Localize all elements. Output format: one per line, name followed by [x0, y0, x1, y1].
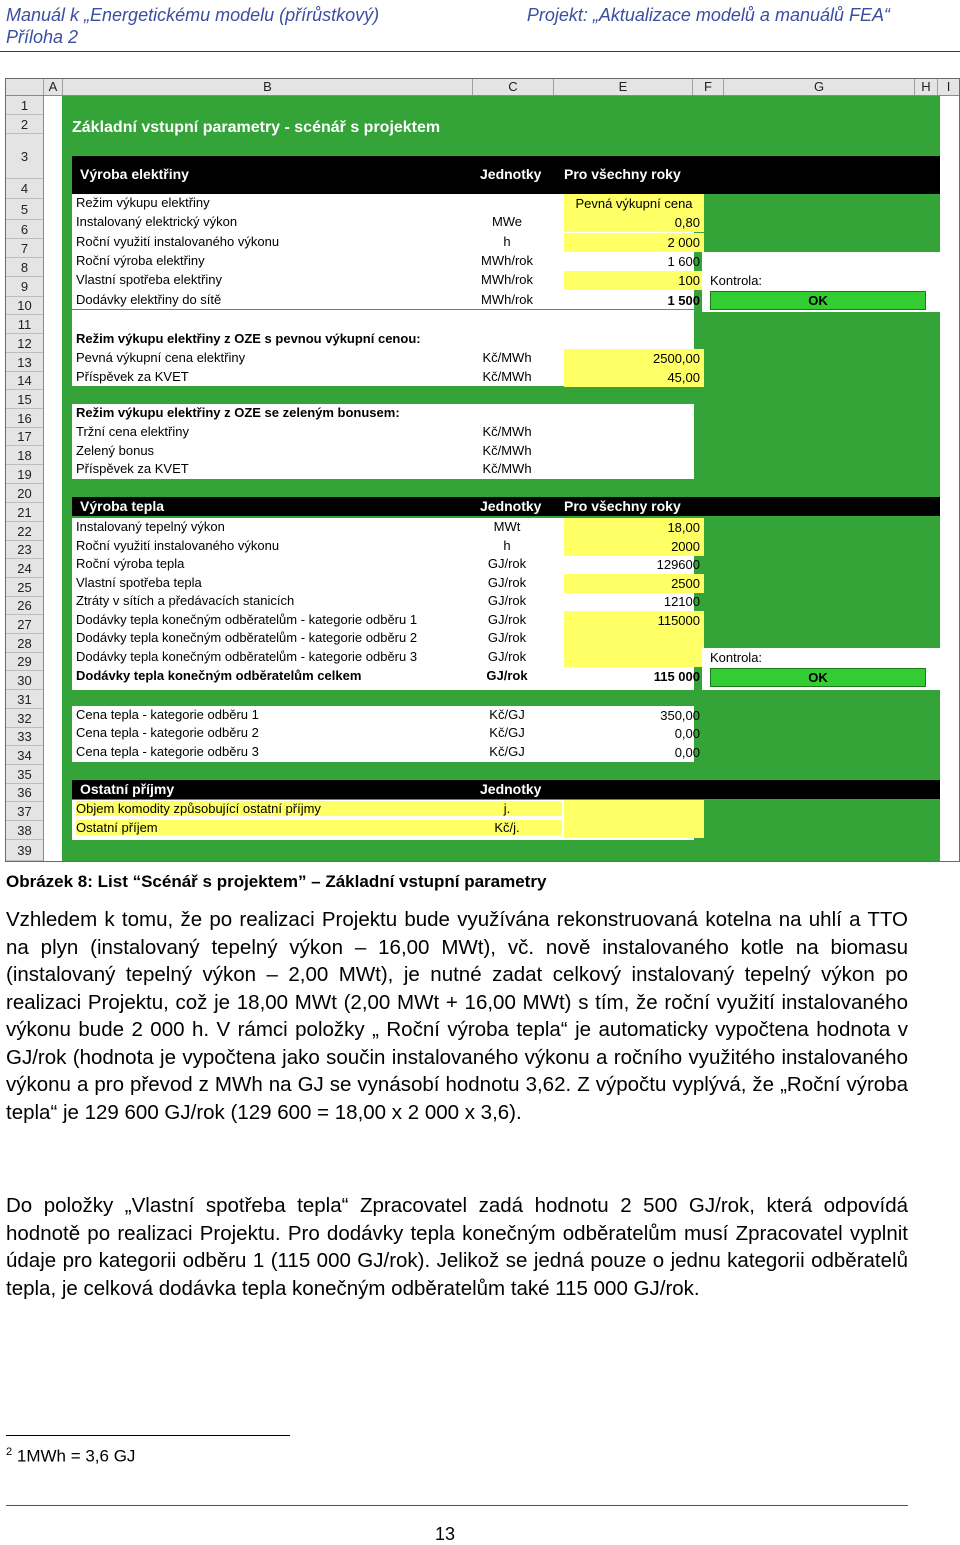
row-label: Zelený bonus — [76, 443, 155, 458]
input-cell[interactable]: 2500,00 — [564, 349, 704, 368]
row-number: 30 — [6, 671, 43, 690]
row-number: 14 — [6, 372, 43, 390]
footer-rule — [6, 1505, 908, 1506]
row-number: 25 — [6, 578, 43, 597]
row-unit: Kč/j. — [452, 820, 562, 835]
row-label: Cena tepla - kategorie odběru 3 — [76, 744, 259, 759]
row-label: Dodávky elektřiny do sítě — [76, 292, 222, 307]
row-divider — [72, 309, 694, 310]
row-label: Ztráty v sítích a předávacích stanicích — [76, 593, 295, 608]
column-header-bar — [6, 79, 959, 96]
row-number: 15 — [6, 390, 43, 409]
table-row — [72, 629, 694, 648]
input-cell[interactable]: 0,00 — [674, 745, 700, 760]
section-header-other-income — [72, 780, 940, 799]
table-row — [72, 611, 700, 630]
table-row — [72, 194, 694, 213]
check-label: Kontrola: — [710, 273, 763, 288]
column-header: I — [938, 79, 960, 95]
row-number: 19 — [6, 465, 43, 484]
row-number: 38 — [6, 821, 43, 840]
section-heading: Režim výkupu elektřiny z OZE se zeleným bonusem: — [76, 405, 400, 420]
row-number: 12 — [6, 334, 43, 353]
row-unit: MWt — [493, 519, 521, 534]
row-number: 3 — [6, 134, 43, 179]
row-label: Ostatní příjem — [76, 820, 452, 835]
row-number: 39 — [6, 840, 43, 861]
body-paragraph-2: Do položky „Vlastní spotřeba tepla“ Zpracovatel zadá hodnotu 2 500 GJ/rok, která odpovídá hodnotě po realizaci Projektu. Pro dodávky tepla konečným odběratelům musí Zpracovatel vyplnit údaje pro kategorii odběru 1 (115 000 GJ/rok). Jelikož se jedná pouze o jednu kategorii odběratelů tepla, je celková dodávka tepla konečným odběratelům také 115 000 GJ/rok. — [6, 1194, 908, 1300]
section-heading: Ostatní příjmy — [80, 781, 175, 797]
table-row — [72, 213, 700, 232]
input-cell[interactable]: 0,80 — [564, 213, 704, 232]
table-row — [72, 460, 694, 479]
section-heading: Výroba tepla — [80, 498, 165, 514]
row-number: 17 — [6, 428, 43, 446]
table-row — [72, 724, 700, 743]
row-number: 36 — [6, 784, 43, 802]
row-label: Dodávky tepla konečným odběratelům celkem — [76, 668, 362, 683]
section-heading-green-bonus — [72, 404, 694, 423]
table-row — [72, 555, 700, 574]
row-header-bar — [6, 96, 44, 861]
header-right: Projekt: „Aktualizace modelů a manuálů FEA“ — [526, 5, 890, 25]
row-label: Příspěvek za KVET — [76, 461, 189, 476]
row-unit: Kč/MWh — [482, 350, 532, 365]
computed-cell: 1 500 — [667, 293, 700, 308]
row-label: Objem komodity způsobující ostatní příjmy — [76, 801, 452, 816]
input-cell[interactable]: 100 — [564, 271, 704, 290]
row-label: Režim výkupu elektřiny — [76, 195, 210, 210]
figure-caption: Obrázek 8: List “Scénář s projektem” – Základní vstupní parametry — [6, 872, 547, 891]
row-unit: GJ/rok — [487, 556, 527, 571]
row-number: 11 — [6, 315, 43, 334]
row-unit: Kč/GJ — [489, 707, 525, 722]
row-number: 35 — [6, 765, 43, 784]
input-cell[interactable] — [564, 800, 704, 819]
computed-cell: 129600 — [656, 557, 700, 572]
section-header-electricity — [72, 156, 940, 194]
row-unit: GJ/rok — [486, 668, 528, 683]
body-paragraph-1: Vzhledem k tomu, že po realizaci Projektu bude využívána rekonstruovaná kotelna na uhlí a TTO na plyn (instalovaný tepelný výkon – 16,00 MWt), vč. nově instalovaného kotle na biomasu (instalovaný tepelný výkon – 2,00 MWt), je nutné zadat celkový instalovaný tepelný výkon po realizaci Projektu, což je 18,00 MWt (2,00 MWt + 16,00 MWt) s tím, že roční využití instalovaného výkonu bude 2 000 h. V rámci položky „ Roční výroba tepla“ je automaticky vypočtena hodnota v GJ/rok (hodnota je vypočtena jako součin instalovaného výkonu a ročního využitého instalovaného výkonu a pro převod z MWh na GJ se vynásobí hodnotu 3,62. Z výpočtu vyplývá, že „Roční výroba tepla“ je 129 600 GJ/rok (129 600 = 18,00 x 2 000 x 3,6). — [6, 908, 908, 1124]
row-number: 34 — [6, 746, 43, 765]
table-row — [72, 537, 700, 556]
row-number: 26 — [6, 597, 43, 615]
column-header: A — [44, 79, 63, 95]
table-row — [72, 233, 700, 252]
footnote-text: 1MWh = 3,6 GJ — [16, 1446, 136, 1466]
column-header: F — [693, 79, 724, 95]
table-row — [72, 442, 694, 461]
years-heading: Pro všechny roky — [564, 498, 681, 514]
footnote-separator — [6, 1435, 290, 1436]
input-cell[interactable]: Pevná výkupní cena — [564, 194, 704, 213]
row-label: Instalovaný elektrický výkon — [76, 214, 238, 229]
row-label: Cena tepla - kategorie odběru 1 — [76, 707, 259, 722]
column-header: E — [554, 79, 693, 95]
row-number: 2 — [6, 115, 43, 134]
input-cell[interactable] — [564, 648, 704, 667]
row-unit: Kč/GJ — [489, 744, 525, 759]
row-label: Dodávky tepla konečným odběratelům - kategorie odběru 2 — [76, 630, 418, 645]
row-number: 31 — [6, 690, 43, 709]
input-cell[interactable] — [564, 460, 704, 479]
row-number: 18 — [6, 446, 43, 465]
row-number: 28 — [6, 634, 43, 653]
row-label: Příspěvek za KVET — [76, 369, 189, 384]
input-cell[interactable]: 45,00 — [564, 368, 704, 387]
row-number: 8 — [6, 258, 43, 277]
input-cell[interactable] — [564, 819, 704, 838]
row-unit: Kč/GJ — [489, 725, 525, 740]
input-cell[interactable] — [564, 629, 704, 648]
row-number: 16 — [6, 409, 43, 428]
row-label: Dodávky tepla konečným odběratelům - kategorie odběru 3 — [76, 649, 418, 664]
row-number: 23 — [6, 541, 43, 559]
row-unit: Kč/MWh — [482, 443, 532, 458]
row-unit: MWe — [491, 214, 523, 229]
page-header — [0, 3, 960, 52]
column-header: B — [63, 79, 473, 95]
row-unit: j. — [452, 801, 562, 816]
check-status: OK — [710, 668, 926, 687]
row-number: 33 — [6, 728, 43, 746]
check-label: Kontrola: — [710, 650, 763, 665]
spreadsheet-screenshot — [5, 78, 960, 862]
row-number: 5 — [6, 199, 43, 220]
table-row — [72, 592, 700, 611]
row-number: 13 — [6, 353, 43, 372]
row-unit: GJ/rok — [487, 593, 527, 608]
row-number: 7 — [6, 239, 43, 258]
section-heading: Režim výkupu elektřiny z OZE s pevnou výkupní cenou: — [76, 331, 421, 346]
row-number: 22 — [6, 522, 43, 541]
input-cell[interactable] — [564, 442, 704, 461]
footnote-mark: 2 — [6, 1446, 13, 1458]
table-row — [72, 518, 700, 537]
row-number: 10 — [6, 297, 43, 315]
row-unit: GJ/rok — [487, 575, 527, 590]
row-number: 21 — [6, 503, 43, 522]
sheet-title: Základní vstupní parametry - scénář s projektem — [72, 119, 441, 136]
row-label: Roční výroba elektřiny — [76, 253, 205, 268]
table-row — [72, 648, 694, 667]
row-unit: GJ/rok — [487, 649, 527, 664]
units-heading: Jednotky — [480, 498, 542, 514]
row-unit: MWh/rok — [481, 272, 533, 287]
row-unit: h — [503, 234, 511, 249]
table-row — [72, 349, 700, 368]
row-label: Tržní cena elektřiny — [76, 424, 189, 439]
row-unit: Kč/MWh — [482, 461, 532, 476]
table-row — [72, 368, 700, 387]
row-number: 4 — [6, 179, 43, 199]
section-heading: Výroba elektřiny — [80, 166, 189, 182]
table-row — [72, 667, 700, 686]
row-label: Roční využití instalovaného výkonu — [76, 234, 280, 249]
input-cell[interactable]: 2000 — [564, 537, 704, 556]
computed-cell: 12100 — [663, 594, 700, 609]
row-number: 6 — [6, 220, 43, 239]
row-label: Pevná výkupní cena elektřiny — [76, 350, 246, 365]
table-row — [72, 291, 700, 310]
input-cell[interactable]: 115000 — [564, 611, 704, 630]
row-label: Roční využití instalovaného výkonu — [76, 538, 280, 553]
check-status: OK — [710, 291, 926, 310]
row-unit: h — [503, 538, 511, 553]
table-row — [72, 706, 700, 725]
input-cell[interactable]: 2500 — [564, 574, 704, 593]
column-header: H — [915, 79, 938, 95]
page-number: 13 — [434, 1524, 456, 1544]
input-panel — [62, 96, 940, 861]
units-heading: Jednotky — [480, 781, 542, 797]
row-unit: MWh/rok — [481, 292, 533, 307]
column-header: G — [724, 79, 915, 95]
input-cell[interactable]: 350,00 — [660, 708, 700, 723]
row-label: Cena tepla - kategorie odběru 2 — [76, 725, 259, 740]
header-left-line2: Příloha 2 — [6, 27, 79, 47]
row-number: 37 — [6, 802, 43, 821]
table-row — [72, 252, 700, 271]
row-number: 9 — [6, 277, 43, 297]
computed-cell: 1 600 — [667, 254, 700, 269]
row-unit: GJ/rok — [487, 630, 527, 645]
corner-cell — [6, 79, 44, 95]
row-number: 20 — [6, 484, 43, 503]
table-row — [72, 574, 700, 593]
input-cell[interactable]: 2 000 — [564, 233, 704, 252]
row-number: 32 — [6, 709, 43, 728]
row-number: 24 — [6, 559, 43, 578]
row-label: Vlastní spotřeba elektřiny — [76, 272, 222, 287]
row-number: 27 — [6, 615, 43, 634]
table-row — [72, 743, 700, 762]
input-cell[interactable]: 18,00 — [564, 518, 704, 537]
row-number: 1 — [6, 96, 43, 115]
row-unit: Kč/MWh — [482, 369, 532, 384]
row-label: Roční výroba tepla — [76, 556, 185, 571]
row-label: Vlastní spotřeba tepla — [76, 575, 202, 590]
computed-cell: 115 000 — [653, 669, 700, 684]
input-cell[interactable]: 0,00 — [674, 726, 700, 741]
table-row — [72, 271, 700, 290]
row-unit: MWh/rok — [481, 253, 533, 268]
units-heading: Jednotky — [480, 166, 542, 182]
section-header-heat — [72, 497, 940, 516]
table-row — [72, 819, 694, 838]
section-heading-fixed-price — [72, 330, 694, 349]
row-label: Dodávky tepla konečným odběratelům - kategorie odběru 1 — [76, 612, 418, 627]
input-cell[interactable] — [564, 423, 704, 442]
footnote — [6, 1446, 135, 1467]
row-unit: GJ/rok — [487, 612, 527, 627]
years-heading: Pro všechny roky — [564, 166, 681, 182]
table-row — [72, 800, 694, 819]
row-unit: Kč/MWh — [482, 424, 532, 439]
table-row — [72, 423, 694, 442]
column-header: C — [473, 79, 554, 95]
row-number: 29 — [6, 653, 43, 671]
row-label: Instalovaný tepelný výkon — [76, 519, 225, 534]
header-left-line1: Manuál k „Energetickému modelu (přírůstkový) — [6, 5, 380, 25]
